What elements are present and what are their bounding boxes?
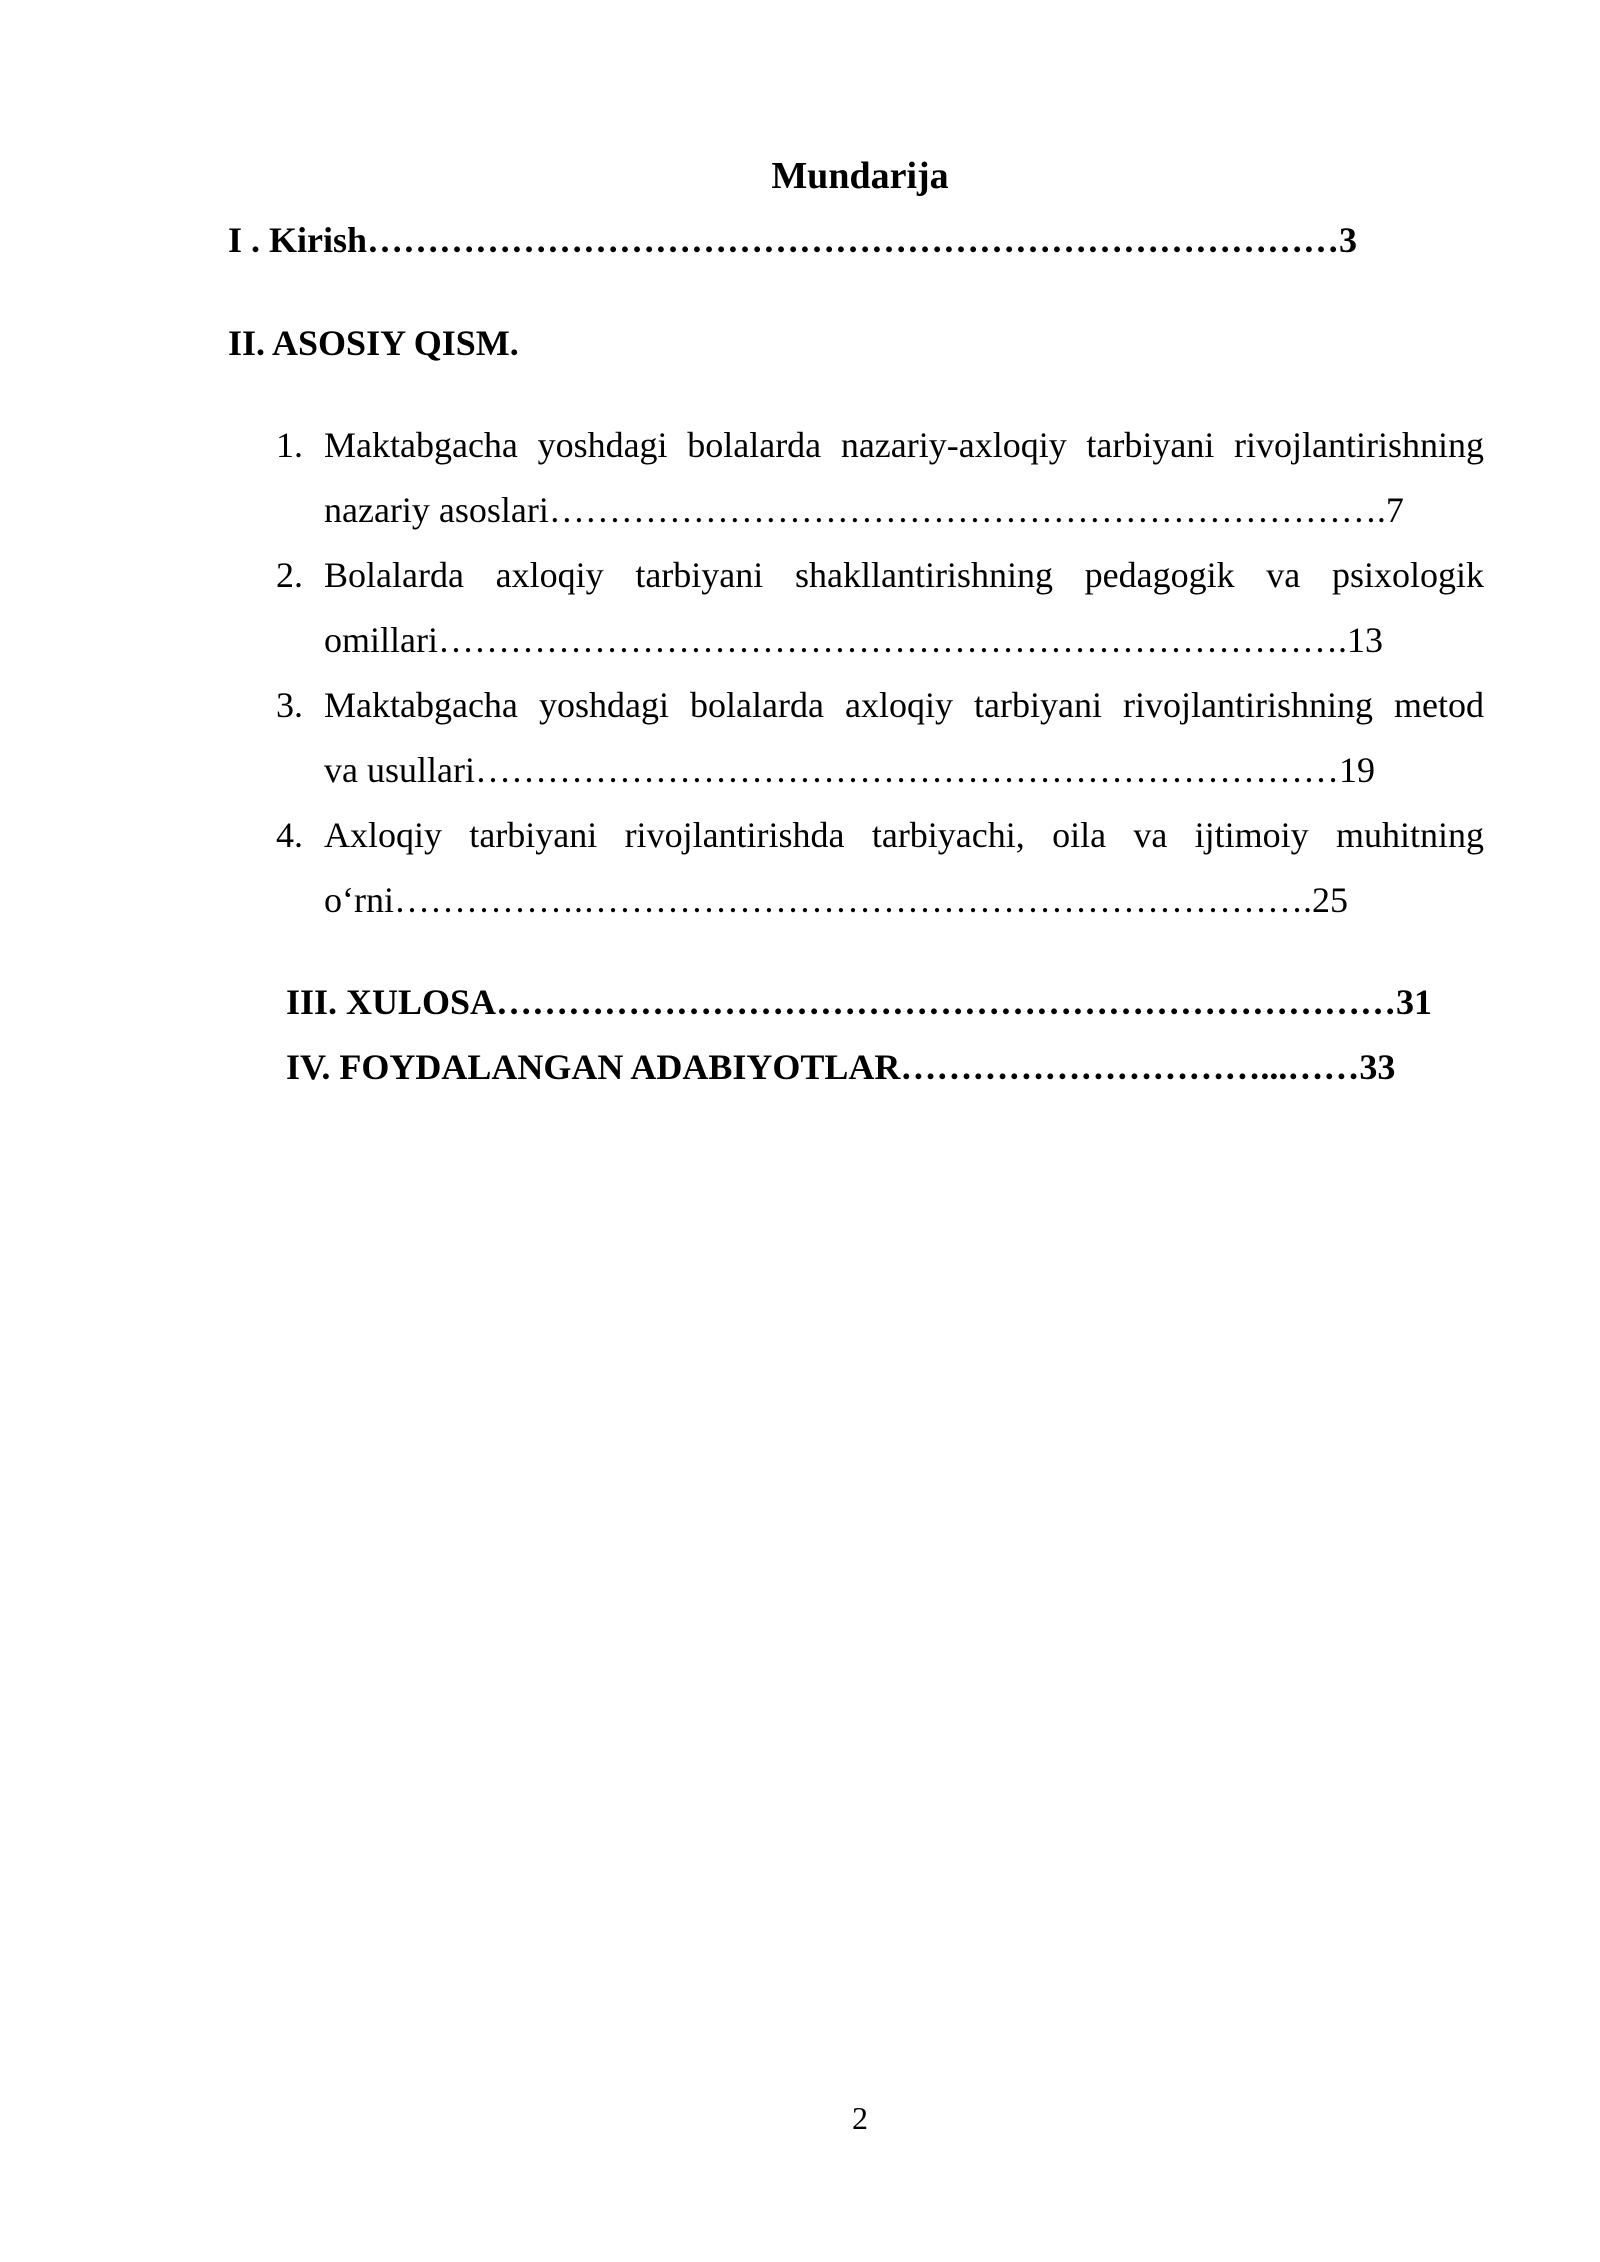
toc-item-line: nazariy asoslari…………………………………………………………….7 (324, 490, 1404, 530)
toc-item-line: Maktabgacha yoshdagi bolalarda axloqiy tarbiyani rivojlantirishning metod (324, 685, 1484, 725)
toc-item-number: 2. (276, 555, 303, 595)
toc-item-number: 3. (276, 685, 303, 725)
toc-entry-kirish: I . Kirish………………………………………………………………………3 (228, 220, 1358, 260)
toc-item-line: o‘rni…………….…………………………………………………….25 (324, 880, 1348, 920)
toc-section-asosiy: II. ASOSIY QISM. (228, 323, 519, 363)
toc-item-line: Bolalarda axloqiy tarbiyani shakllantirishning pedagogik va psixologik (324, 555, 1484, 595)
toc-item-line: va usullari………………………………………………………………19 (324, 750, 1375, 790)
toc-item-line: omillari………………………………………………………………….13 (324, 620, 1383, 660)
page-number: 2 (852, 2100, 868, 2136)
toc-heading: Mundarija (771, 155, 949, 197)
toc-item-line: Axloqiy tarbiyani rivojlantirishda tarbiyachi, oila va ijtimoiy muhitning (324, 815, 1484, 855)
toc-item-number: 1. (276, 425, 303, 465)
toc-entry-adabiyotlar: IV. FOYDALANGAN ADABIYOTLAR…………………………...……33 (286, 1047, 1396, 1087)
toc-entry-xulosa: III. XULOSA…………………………………………………………………31 (286, 982, 1433, 1022)
toc-item-line: Maktabgacha yoshdagi bolalarda nazariy-axloqiy tarbiyani rivojlantirishning (324, 425, 1484, 465)
toc-item-number: 4. (276, 815, 303, 855)
